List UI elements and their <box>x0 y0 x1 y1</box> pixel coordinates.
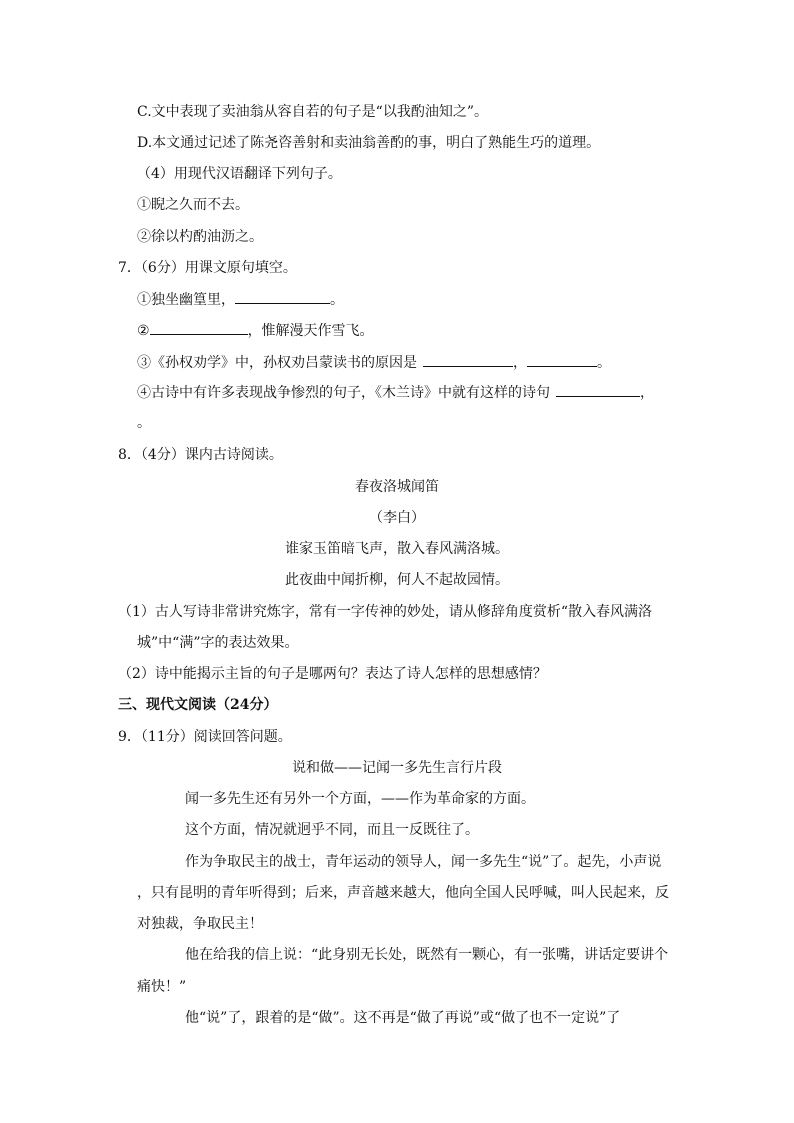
answer-blank[interactable] <box>423 352 513 367</box>
fill-item-4-end: 。 <box>137 415 151 431</box>
article-paragraph-4-line-1: 他在给我的信上说：“此身别无长处，既然有一颗心，有一张嘴，讲话定要讲个 <box>185 947 669 963</box>
subquestion-8-1-line-2: 城”中“满”字的表达效果。 <box>137 635 299 651</box>
poem-author: （李白） <box>369 510 425 526</box>
subquestion-4: （4）用现代汉语翻译下列句子。 <box>137 166 342 182</box>
poem-line-1: 谁家玉笛暗飞声，散入春风满洛城。 <box>285 541 509 557</box>
poem-title: 春夜洛城闻笛 <box>355 479 439 495</box>
fill-item-2-prefix: ② <box>137 323 150 339</box>
answer-blank[interactable] <box>527 352 597 367</box>
question-7-title: 7．（6分）用课文原句填空。 <box>118 260 297 276</box>
translation-item-2: ②徐以杓酌油沥之。 <box>137 229 263 245</box>
answer-blank[interactable] <box>150 320 248 335</box>
subquestion-8-2: （2）诗中能揭示主旨的句子是哪两句？表达了诗人怎样的思想感情？ <box>118 666 547 682</box>
translation-item-1: ①睨之久而不去。 <box>137 197 249 213</box>
article-paragraph-1: 闻一多先生还有另外一个方面，——作为革命家的方面。 <box>185 791 535 807</box>
fill-item-3-prefix: ③《孙权劝学》中，孙权劝吕蒙读书的原因是 <box>137 355 417 371</box>
article-paragraph-3-line-3: 对独裁，争取民主！ <box>137 916 263 932</box>
section-3-heading: 三、现代文阅读（24分） <box>118 697 278 713</box>
answer-blank[interactable] <box>556 382 640 397</box>
fill-item-4-prefix: ④古诗中有许多表现战争惨烈的句子，《木兰诗》中就有这样的诗句 <box>137 385 550 401</box>
article-paragraph-4-line-2: 痛快！” <box>137 979 187 995</box>
fill-item-2 <box>137 320 374 340</box>
subquestion-8-1-line-1: （1）古人写诗非常讲究炼字，常有一字传神的妙处，请从修辞角度赏析“散入春风满洛 <box>118 604 653 620</box>
poem-line-2: 此夜曲中闻折柳，何人不起故园情。 <box>285 572 509 588</box>
fill-item-1 <box>137 289 344 309</box>
answer-blank[interactable] <box>235 289 330 304</box>
fill-item-4-separator: ， <box>640 385 654 401</box>
article-paragraph-5-line-1: 他“说”了，跟着的是“做”。这不再是“做了再说”或“做了也不一定说”了 <box>185 1010 621 1026</box>
fill-item-3-suffix: 。 <box>597 355 611 371</box>
article-paragraph-2: 这个方面，情况就迥乎不同，而且一反既往了。 <box>185 822 479 838</box>
article-title: 说和做——记闻一多先生言行片段 <box>292 760 502 776</box>
fill-item-3-separator: ， <box>513 355 527 371</box>
question-9-title: 9．（11分）阅读回答问题。 <box>118 729 292 745</box>
fill-item-1-prefix: ①独坐幽篁里， <box>137 292 235 308</box>
fill-item-3 <box>137 352 611 372</box>
fill-item-1-suffix: 。 <box>330 292 344 308</box>
article-paragraph-3-line-1: 作为争取民主的战士，青年运动的领导人，闻一多先生“说”了。起先，小声说 <box>185 854 662 870</box>
option-d: D.本文通过记述了陈尧咨善射和卖油翁善酌的事，明白了熟能生巧的道理。 <box>137 135 601 151</box>
fill-item-2-suffix: ，惟解漫天作雪飞。 <box>247 323 374 339</box>
option-c: C.文中表现了卖油翁从容自若的句子是“以我酌油知之”。 <box>137 104 488 120</box>
article-paragraph-3-line-2: ，只有昆明的青年听得到；后来，声音越来越大，他向全国人民呼喊，叫人民起来，反 <box>137 885 669 901</box>
fill-item-4 <box>137 382 654 402</box>
question-8-title: 8．（4分）课内古诗阅读。 <box>118 447 283 463</box>
